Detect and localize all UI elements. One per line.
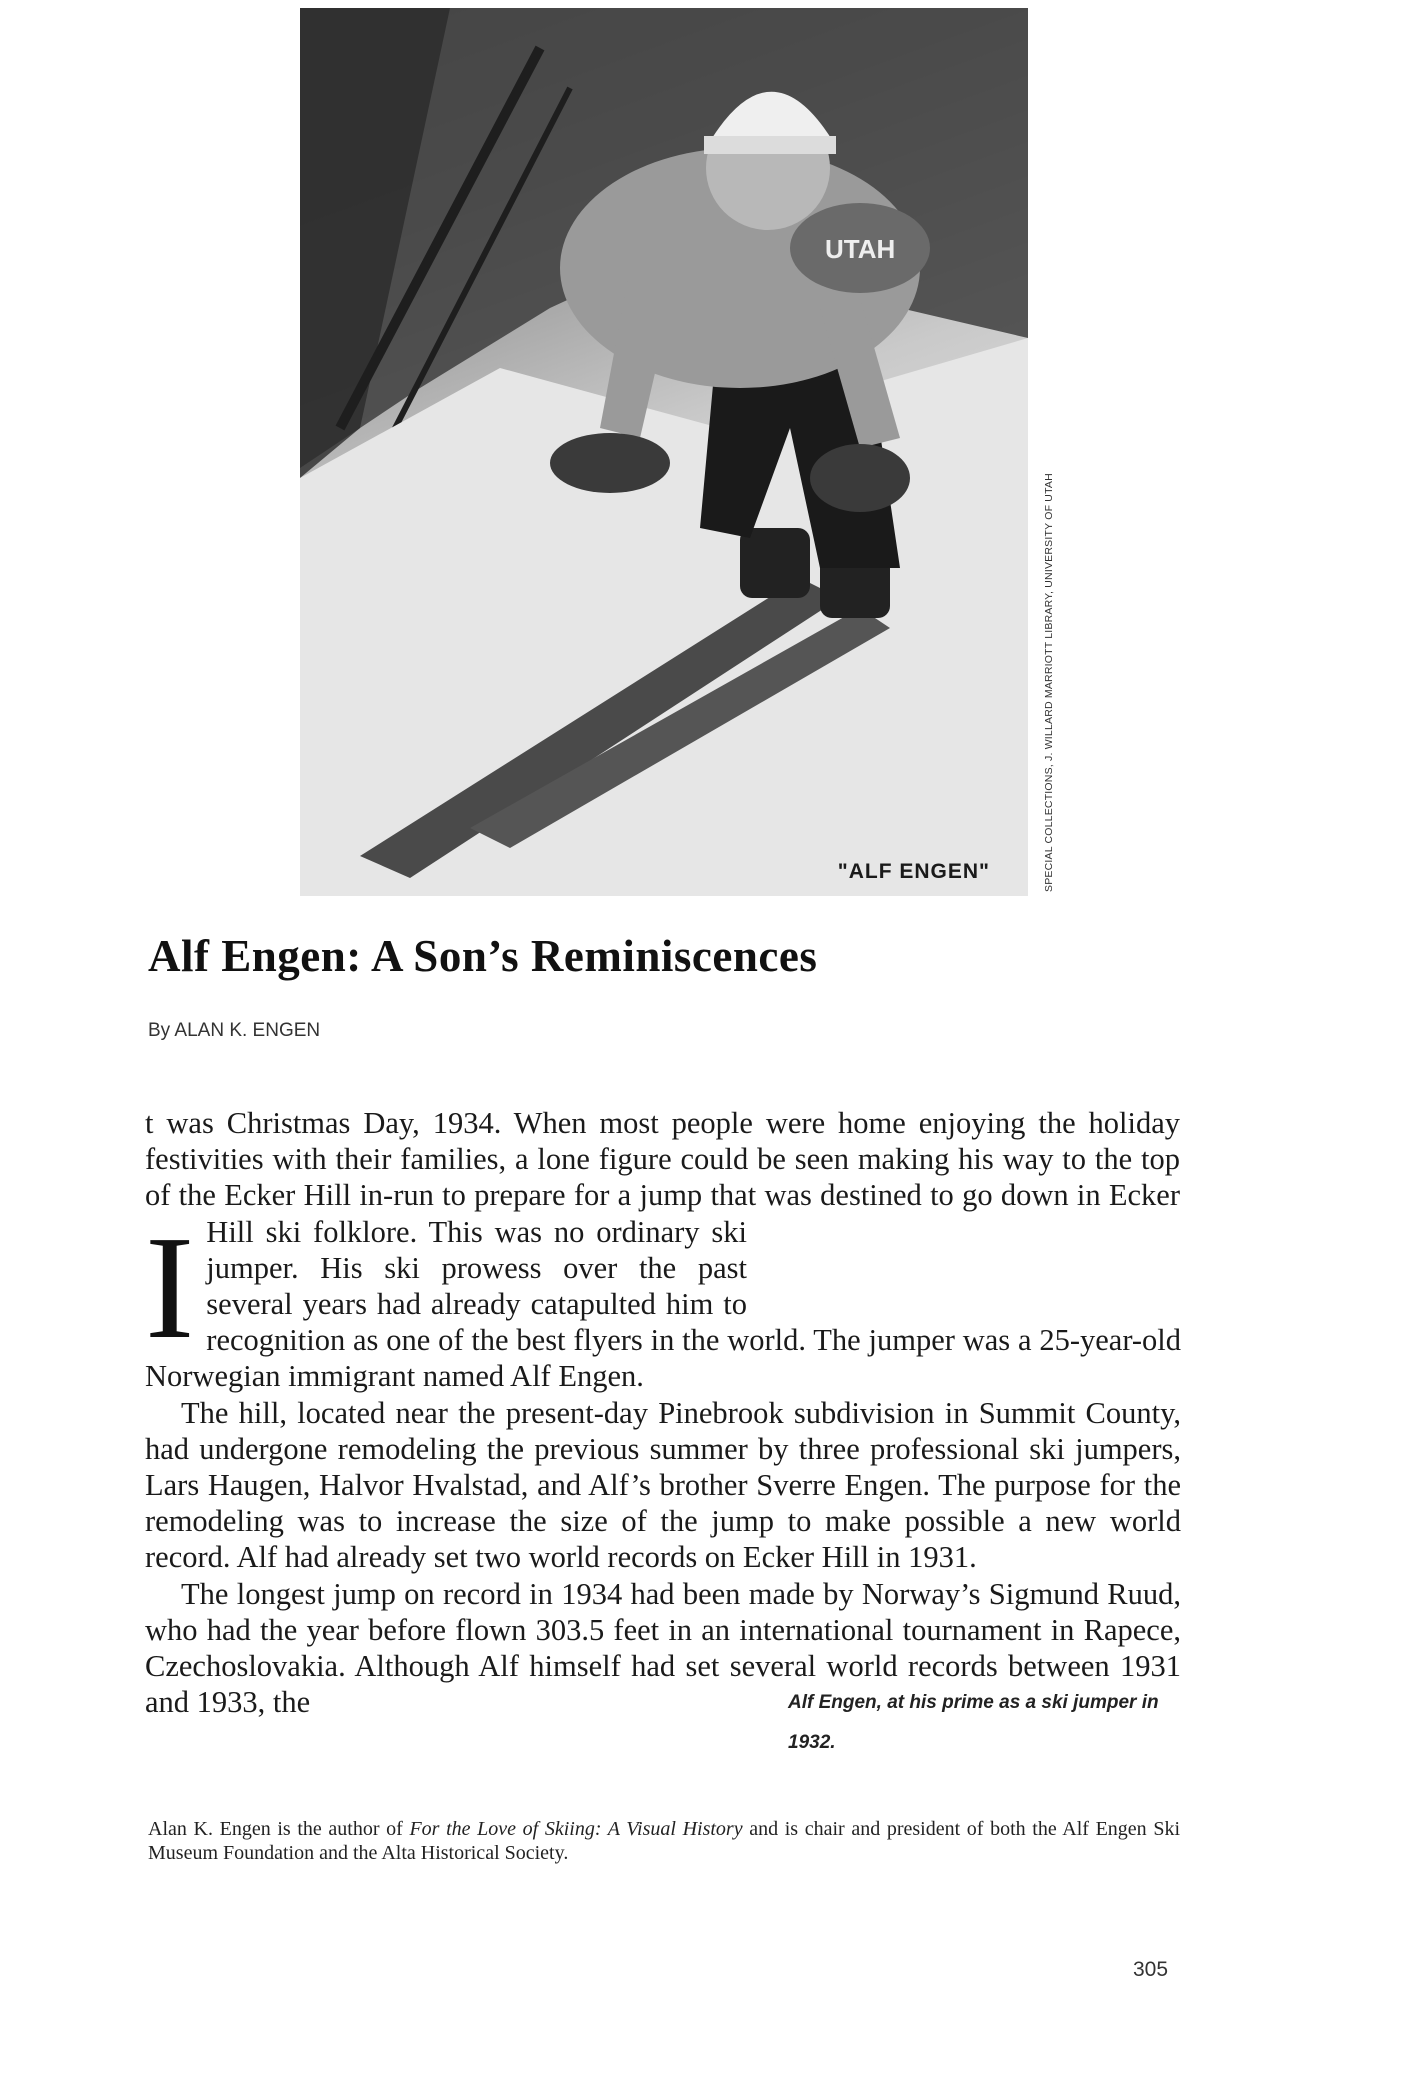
footnote-pre: Alan K. Engen is the author of (148, 1818, 410, 1840)
drop-cap: I (145, 1206, 195, 1370)
article-title: Alf Engen: A Son’s Reminiscences (148, 931, 818, 981)
article-body (145, 1105, 1181, 1720)
paragraph-2: The hill, located near the present-day Pinebrook subdivision in Summit County, had undergone remodeling the previous summer by three professional ski jumpers, Lars Haugen, Halvor Hvalstad, and Alf’s brother Sverre Engen. The purpose for the remodeling was to increase the size of the jump to make possible a new world record. Alf had already set two world records on Ecker Hill in 1931. (145, 1395, 1181, 1575)
svg-text:UTAH: UTAH (825, 234, 896, 264)
photo-credit: SPECIAL COLLECTIONS, J. WILLARD MARRIOTT LIBRARY, UNIVERSITY OF UTAH (1043, 473, 1055, 892)
figure-caption: Alf Engen, at his prime as a ski jumper in 1932. (788, 1692, 1159, 1753)
caption-space (771, 1226, 1181, 1298)
skier-illustration (300, 8, 1028, 896)
footnote-post: and is chair and president of both the Alf Engen Ski Museum Foundation and the Alta Historical Society. (148, 1818, 1180, 1864)
page-number: 305 (1133, 1958, 1169, 1981)
paragraph-3: The longest jump on record in 1934 had been made by Norway’s Sigmund Ruud, who had the year before flown 303.5 feet in an international tournament in Rapece, Czechoslovakia. Although Alf himself had set several world records between 1931 and 1933, the (145, 1576, 1181, 1720)
article-byline: By ALAN K. ENGEN (148, 1020, 321, 1041)
footnote-book-title: For the Love of Skiing: A Visual History (409, 1818, 743, 1840)
author-footnote (148, 1817, 1180, 1865)
photo-inset-label: "ALF ENGEN" (837, 860, 990, 883)
paragraph-1-text: t was Christmas Day, 1934. When most people were home enjoying the holiday festivities with their families, a lone figure could be seen making his way to the top of the Ecker Hill in-run to prepare for a jump that was destined to go down in Ecker Hill ski folklore. This was no ordinary ski jumper. His ski prowess over the past several years had already catapulted him to recognition as one of the best flyers in the world. The jumper was a 25-year-old Norwegian immigrant named Alf Engen. (145, 1106, 1181, 1394)
skier-photograph (300, 8, 1028, 896)
